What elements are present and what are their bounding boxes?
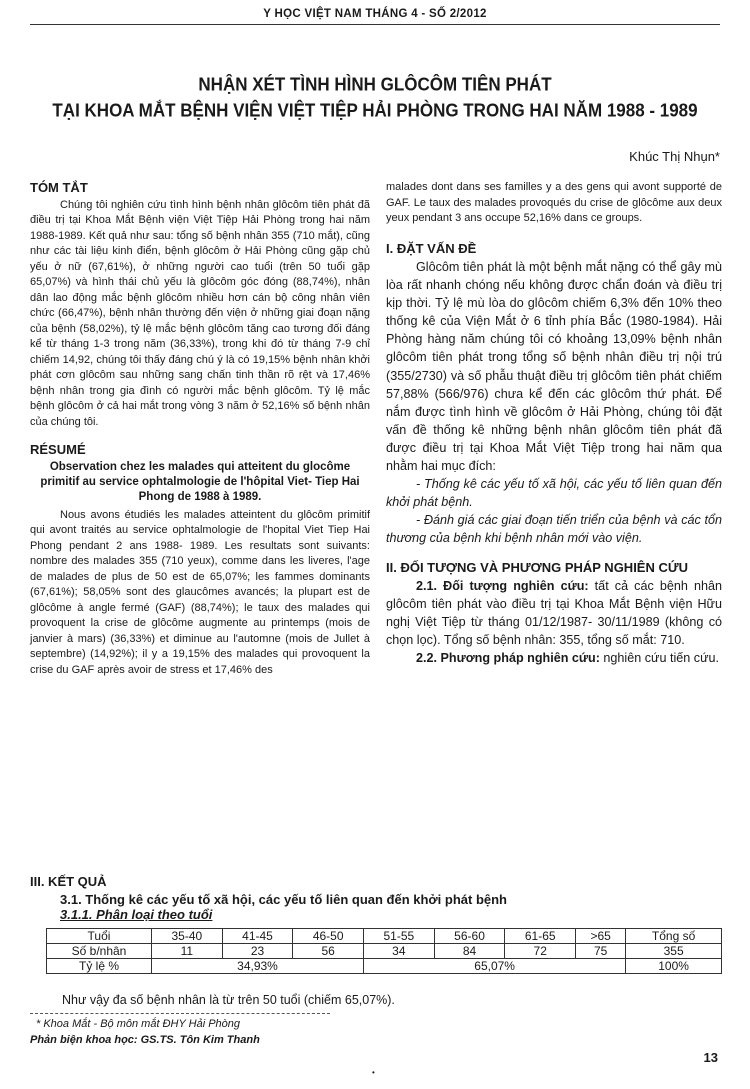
table-cell: 35-40 (152, 929, 223, 944)
table-cell: 100% (626, 959, 722, 974)
footnote-divider (30, 1013, 330, 1014)
section1-aim-1: - Thống kê các yếu tố xã hội, các yếu tố liên quan đến khởi phát bệnh. (386, 477, 722, 510)
section2-heading: II. ĐỐI TƯỢNG VÀ PHƯƠNG PHÁP NGHIÊN CỨU (386, 559, 689, 575)
resume-heading: RÉSUMÉ (30, 442, 86, 457)
resume-continuation: malades dont dans ses familles y a des gens qui avont supporté de GAF. Le taux des malades provoqués du crise de glôcôme aux deux yeux pendant 3 ans occupe 52,16% dans ce groups. (386, 181, 722, 224)
resume-text: Nous avons étudiés les malades atteintent du glôcôm primitif qui avont traités au service ophtalmologie de l'hopital Viet Tiep Hai Phong pendant 2 ans 1988- 1989. Les resultats sont suivants: nombre des malades 355 (710 yeux), comme dans les liveres, l'age de malades de plus de 50 est de 65,07%; les fammes dominants (67,61%); 58,05% sont des glaucômes avancés; la plupart est de glôcôme à angle fermé (GAF) (88,74%); le taux des malades qui provoquent la crise de glôcôme augmente au printemps (mois de janvier à mars) (36,33%) et diminue au l'automne (mois de Jullet à septembre) (14,92%); il y a 19,15% des malades qui provoquent la crise du GAF après avoir de stress et 17,46% des (30, 508, 370, 676)
section3-1-1-heading: 3.1.1. Phân loại theo tuổi (60, 907, 213, 922)
section2-2 (386, 649, 722, 667)
section3-heading: III. KẾT QUẢ (30, 874, 107, 889)
table-cell: 65,07% (364, 959, 626, 974)
table-row (47, 959, 722, 974)
article-title (40, 72, 710, 124)
table-cell: 56-60 (434, 929, 505, 944)
section1-text: Glôcôm tiên phát là một bệnh mắt nặng có thể gây mù lòa rất nhanh chóng nếu không được chẩn đoán và điều trị kịp thời. Tỷ lệ mù lòa do glôcôm chiếm 6,3% đến 10% theo thống kê của Viện Mắt ở 6 tỉnh phía Bắc (1980-1984). Hải Phòng hàng năm chúng tôi có khoảng 13,09% bệnh nhân glôcôm tiên phát trong tổng số bệnh nhân điều trị nội trú (355/2730) và số phẫu thuật điều trị glôcôm tiên phát chiếm 57,88% (566/976) chưa kể đến các glôcôm thứ phát. Để nắm được tình hình về glôcôm ở Hải Phòng, chúng tôi đặt vấn đề thống kê những bệnh nhân glôcôm tiên phát đã được điều trị tại Khoa Mắt Việt Tiệp trong hai năm qua nhằm hai mục đích: (386, 260, 722, 474)
table-cell: Số b/nhân (47, 944, 152, 959)
table-cell: 75 (576, 944, 626, 959)
section1-heading: I. ĐẶT VẤN ĐỀ (386, 240, 477, 256)
resume-subtitle: Observation chez les malades qui atteitent du glocôme primitif au service ophtalmologie de l'hôpital Viet- Tiep Hai Phong de 1988 à 1989. (40, 460, 360, 503)
title-line-2: TẠI KHOA MẮT BỆNH VIỆN VIỆT TIỆP HẢI PHÒNG TRONG HAI NĂM 1988 - 1989 (52, 100, 698, 121)
section2-1-text: tất cả các bệnh nhân glôcôm tiên phát vào điều trị tại Khoa Mắt Bệnh viện Hữu nghị Việt Tiệp từ tháng 01/12/1987- 30/11/1989 (không có chọn lọc). Tổng số bệnh nhân: 355, tổng số mắt: 710. (386, 579, 722, 648)
table-cell: 46-50 (293, 929, 364, 944)
table-header-row (47, 929, 722, 944)
table-cell: 84 (434, 944, 505, 959)
footnote-affiliation: * Khoa Mắt - Bộ môn mắt ĐHY Hải Phòng (36, 1018, 241, 1030)
page-number: 13 (703, 1050, 718, 1065)
abstract-text: Chúng tôi nghiên cứu tình hình bệnh nhân glôcôm tiên phát đã điều trị tại Khoa Mắt Bệnh viện Việt Tiệp Hải Phòng trong hai năm 1988-1989. Kết quả như sau: tổng số bệnh nhân 355 (710 mắt), cũng như các tài liệu kinh điển, bệnh glôcôm ở Hải Phòng cũng gặp chủ yếu ở nữ (67,61%), ở những người cao tuổi (trên 50 tuổi gặp 65,07%) và hình thái chủ yếu là glôcôm góc đóng (88,74%), nhân dân lao động mắc bệnh glôcôm nhiều hơn cán bộ công nhân viên chức (66,47%), bệnh nhân thường đến viện ở những giai đoạn nặng của bệnh (58,02%), tỷ lệ mắc bệnh glôcôm tăng cao tương đối đáng kể từ tháng 1-3 trong năm (36,33%), trong khi đó từ tháng 7-9 chỉ chiếm 14,92, chúng tôi thấy đáng chú ý là có 19,15% bệnh nhân khởi phát cơn glôcôm sau những sang chấn tinh thần rõ rệt và 17,46% bệnh nhân trong gia đình có người mắc bệnh glôcôm. Tỷ lệ mắc bệnh glôcôm ở cả hai mắt trong vòng 3 năm ở 52,16% số bệnh nhân của chúng tôi. (30, 198, 370, 428)
table-cell: Tổng số (626, 929, 722, 944)
abstract-heading: TÓM TẮT (30, 180, 88, 195)
table-cell: Tuổi (47, 929, 152, 944)
table-cell: Tỷ lệ % (47, 959, 152, 974)
table-cell: 355 (626, 944, 722, 959)
table-cell: 61-65 (505, 929, 576, 944)
section1-aim-2: - Đánh giá các giai đoạn tiến triển của bệnh và các tổn thương của bệnh khi bệnh nhân mới vào viện. (386, 513, 722, 546)
decorative-dot: • (372, 1068, 375, 1077)
table-cell: 34,93% (152, 959, 364, 974)
age-table (46, 928, 722, 974)
table-cell: 11 (152, 944, 223, 959)
footnote-reviewer: Phản biện khoa học: GS.TS. Tôn Kim Thanh (30, 1034, 260, 1046)
title-line-1: NHẬN XÉT TÌNH HÌNH GLÔCÔM TIÊN PHÁT (198, 74, 552, 95)
table-cell: 41-45 (222, 929, 293, 944)
table-cell: >65 (576, 929, 626, 944)
author: Khúc Thị Nhụn* (629, 149, 720, 164)
section2-1-label: 2.1. Đối tượng nghiên cứu: (416, 579, 589, 593)
section2-2-label: 2.2. Phương pháp nghiên cứu: (416, 651, 600, 666)
right-column (386, 180, 722, 667)
table-cell: 34 (364, 944, 435, 959)
table-cell: 51-55 (364, 929, 435, 944)
section3 (30, 874, 730, 922)
section2-2-text: nghiên cứu tiến cứu. (599, 651, 720, 666)
table-cell: 23 (222, 944, 293, 959)
table-row (47, 944, 722, 959)
table-note: Như vậy đa số bệnh nhân là từ trên 50 tuổi (chiếm 65,07%). (62, 993, 395, 1007)
journal-header: Y HỌC VIỆT NAM THÁNG 4 - SỐ 2/2012 (30, 8, 720, 25)
table-cell: 56 (293, 944, 364, 959)
table-cell: 72 (505, 944, 576, 959)
left-column (30, 180, 370, 678)
section3-1-heading: 3.1. Thống kê các yếu tố xã hội, các yếu tố liên quan đến khởi phát bệnh (60, 892, 508, 907)
section2-1 (386, 577, 722, 649)
